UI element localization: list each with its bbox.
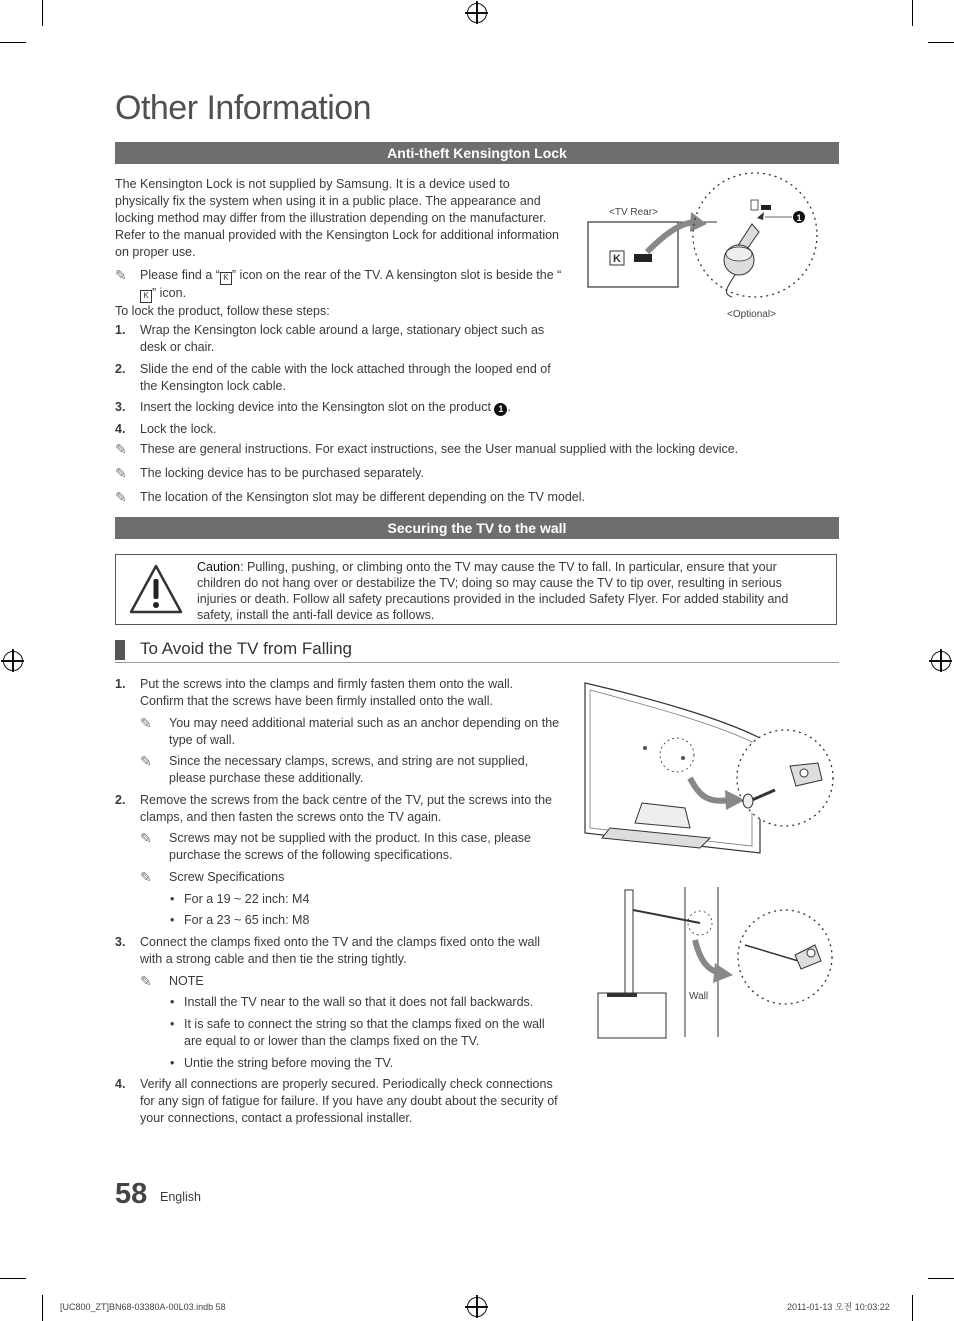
note-icon: ✎ — [115, 441, 127, 457]
wall-illustration — [595, 885, 835, 1045]
note-icon: ✎ — [140, 973, 152, 989]
kensington-note: ✎ These are general instructions. For exact instructions, see the User manual supplied with the locking device. — [115, 441, 739, 457]
kensington-icon: K — [140, 290, 152, 303]
caution-box — [115, 554, 837, 625]
wall-note: ✎ You may need additional material such as an anchor depending on the type of wall. — [140, 715, 560, 747]
note-item: • It is safe to connect the string so that the clamps fixed on the wall are equal to or lower than the clamps fixed on the TV. — [170, 1017, 545, 1048]
wall-note: ✎ Screw Specifications — [140, 869, 285, 885]
note-icon: ✎ — [115, 489, 127, 505]
note-icon: ✎ — [140, 869, 152, 885]
wall-step: 3. Connect the clamps fixed onto the TV and the clamps fixed onto the wall with a strong cable and then tie the string tightly. — [115, 935, 540, 966]
tv-clamp-illustration — [580, 678, 835, 863]
note-kensington-icon: ✎ Please find a “ K ” icon on the rear of the TV. A kensington slot is beside the “K ” icon. — [115, 267, 570, 303]
crop-mark — [0, 1278, 26, 1279]
crop-mark — [42, 1295, 43, 1321]
note-icon: ✎ — [140, 830, 152, 846]
spec-item: • For a 19 ~ 22 inch: M4 — [170, 892, 310, 906]
registration-mark-icon — [931, 651, 951, 671]
note-icon: ✎ — [115, 465, 127, 481]
kensington-illustration — [587, 172, 827, 322]
crop-mark — [928, 42, 954, 43]
kensington-lead: To lock the product, follow these steps: — [115, 304, 330, 318]
crop-mark — [912, 0, 913, 26]
kensington-icon: K — [220, 272, 232, 285]
page-number: 58 — [115, 1178, 148, 1210]
crop-mark — [928, 1278, 954, 1279]
note-item: • Untie the string before moving the TV. — [170, 1056, 394, 1070]
page-title: Other Information — [115, 89, 372, 127]
note-icon: ✎ — [140, 753, 152, 769]
kensington-note: ✎ The location of the Kensington slot may be different depending on the TV model. — [115, 489, 585, 505]
crop-mark — [42, 0, 43, 26]
crop-mark — [912, 1295, 913, 1321]
footer-file: [UC800_ZT]BN68-03380A-00L03.indb 58 — [60, 1302, 226, 1312]
wall-note: ✎ Since the necessary clamps, screws, and string are not supplied, please purchase these additionally. — [140, 753, 529, 785]
wall-figure — [595, 885, 835, 1045]
optional-label: <Optional> — [727, 309, 776, 320]
sub-heading-text: To Avoid the TV from Falling — [140, 639, 352, 658]
warning-triangle-icon — [128, 563, 184, 615]
tv-rear-label: <TV Rear> — [609, 207, 658, 218]
kensington-step: 1. Wrap the Kensington lock cable around a large, stationary object such as desk or chair. — [115, 323, 545, 354]
kensington-step: 3. Insert the locking device into the Kensington slot on the product 1 . — [115, 400, 511, 414]
registration-mark-icon — [467, 3, 487, 23]
section-heading-wall: Securing the TV to the wall — [115, 517, 839, 539]
wall-step: 1. Put the screws into the clamps and firmly fasten them onto the wall. Confirm that the screws have been firmly installed onto the wall. — [115, 677, 514, 708]
registration-mark-icon — [467, 1297, 487, 1317]
note-icon: ✎ — [140, 715, 152, 731]
kensington-intro: The Kensington Lock is not supplied by Samsung. It is a device used to physically fix the system when using it in a public place. The appearance and locking method may differ from the illustration depending on the manufacturer. Refer to the manual provided with the Kensington Lock for additional information on proper use. — [115, 177, 560, 259]
section-heading-kensington: Anti-theft Kensington Lock — [115, 142, 839, 164]
kensington-figure — [587, 172, 827, 322]
kensington-step: 2. Slide the end of the cable with the lock attached through the looped end of the Kensington lock cable. — [115, 362, 551, 393]
page-language: English — [160, 1190, 201, 1204]
sub-heading — [115, 638, 839, 663]
footer-date: 2011-01-13 오전 10:03:22 — [787, 1302, 890, 1312]
marker-1-icon: 1 — [494, 403, 507, 416]
svg-text:K: K — [613, 253, 621, 265]
note-item: • Install the TV near to the wall so that it does not fall backwards. — [170, 995, 534, 1009]
tv-clamp-figure — [580, 678, 835, 863]
kensington-step: 4. Lock the lock. — [115, 422, 217, 436]
registration-mark-icon — [3, 651, 23, 671]
caution-text: Caution: Pulling, pushing, or climbing onto the TV may cause the TV to fall. In particular, ensure that your children do not hang over or destabilize the TV; doing so may cause the TV to tip over, resulting in serious injuries or death. Follow all safety precautions provided in the included Safety Flyer. For added stability and safety, install the anti-fall device as follows. — [197, 560, 789, 622]
kensington-note: ✎ The locking device has to be purchased separately. — [115, 465, 424, 481]
sub-heading-bar — [115, 640, 125, 660]
note-icon: ✎ — [115, 267, 127, 283]
wall-label: Wall — [689, 991, 709, 1002]
wall-note: ✎ Screws may not be supplied with the product. In this case, please purchase the screws of the following specifications. — [140, 830, 531, 862]
wall-note: ✎ NOTE — [140, 973, 204, 989]
wall-step: 4. Verify all connections are properly secured. Periodically check connections for any sign of fatigue for failure. If you have any doubt about the security of your connections, contact a professional installer. — [115, 1077, 558, 1125]
wall-step: 2. Remove the screws from the back centre of the TV, put the screws into the clamps, and then fasten the screws onto the TV again. — [115, 793, 553, 824]
figure-marker-1: 1 — [796, 213, 802, 223]
crop-mark — [0, 42, 26, 43]
spec-item: • For a 23 ~ 65 inch: M8 — [170, 913, 310, 927]
